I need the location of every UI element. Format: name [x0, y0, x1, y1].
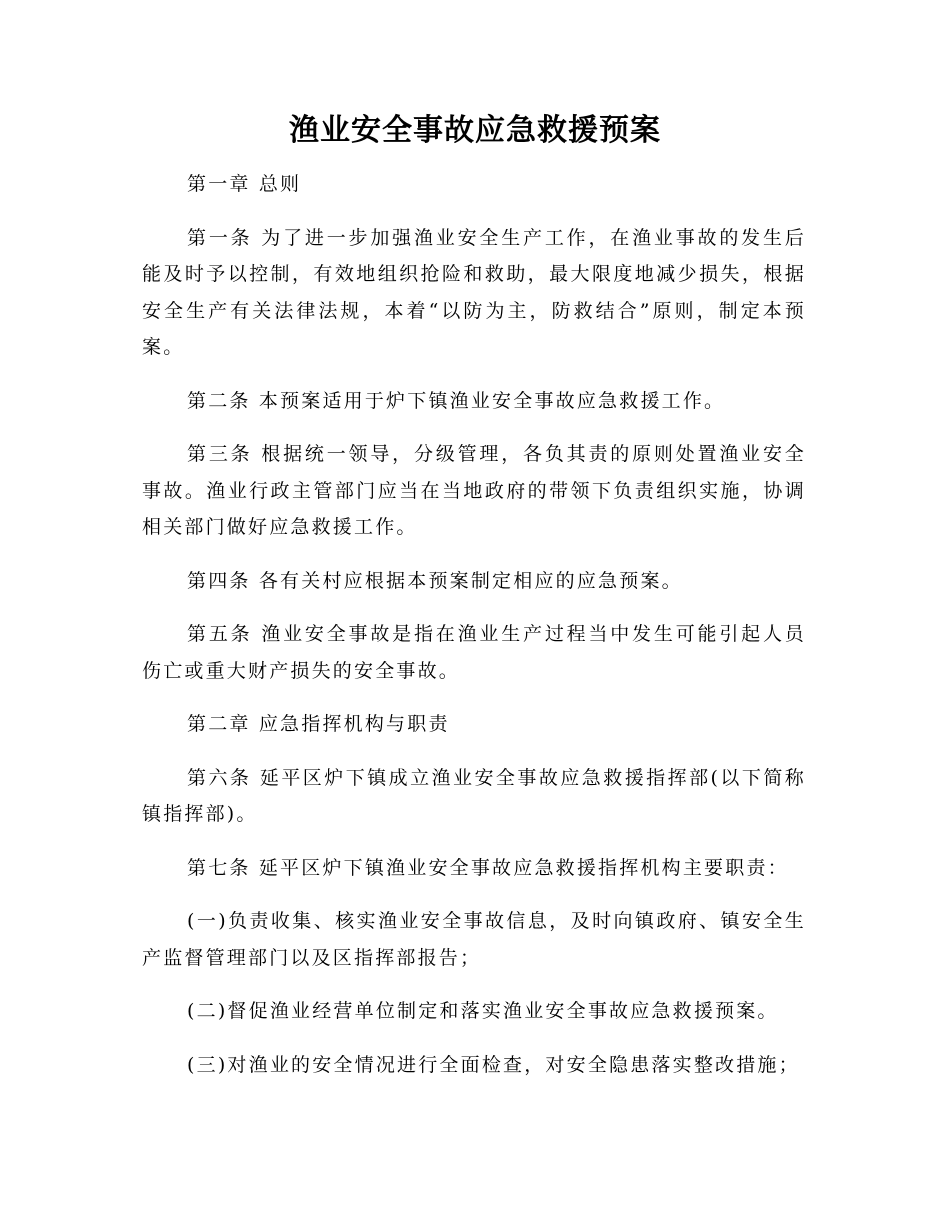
- document-body: [142, 166, 806, 1100]
- article-6: 第六条 延平区炉下镇成立渔业安全事故应急救援指挥部(以下简称镇指挥部)。: [142, 766, 806, 825]
- article-4: 第四条 各有关村应根据本预案制定相应的应急预案。: [187, 569, 683, 592]
- duty-item-1: (一)负责收集、核实渔业安全事故信息，及时向镇政府、镇安全生产监督管理部门以及区指挥部报告；: [142, 910, 806, 969]
- chapter-heading-2: 第二章 应急指挥机构与职责: [187, 713, 450, 735]
- article-1: 第一条 为了进一步加强渔业安全生产工作，在渔业事故的发生后能及时予以控制，有效地组织抢险和救助，最大限度地减少损失，根据安全生产有关法律法规，本着“以防为主，防救结合”原则，制定本预案。: [142, 226, 806, 358]
- article-2: 第二条 本预案适用于炉下镇渔业安全事故应急救援工作。: [187, 389, 726, 412]
- duty-item-3: (三)对渔业的安全情况进行全面检查，对安全隐患落实整改措施；: [187, 1053, 800, 1076]
- chapter-heading-1: 第一章 总则: [187, 173, 302, 195]
- article-7: 第七条 延平区炉下镇渔业安全事故应急救援指挥机构主要职责：: [187, 856, 789, 879]
- article-3: 第三条 根据统一领导，分级管理，各负其责的原则处置渔业安全事故。渔业行政主管部门应当在当地政府的带领下负责组织实施，协调相关部门做好应急救援工作。: [142, 443, 806, 538]
- document-title: 渔业安全事故应急救援预案: [289, 113, 661, 148]
- duty-item-2: (二)督促渔业经营单位制定和落实渔业安全事故应急救援预案。: [187, 1000, 779, 1022]
- article-5: 第五条 渔业安全事故是指在渔业生产过程当中发生可能引起人员伤亡或重大财产损失的安全事故。: [142, 623, 806, 682]
